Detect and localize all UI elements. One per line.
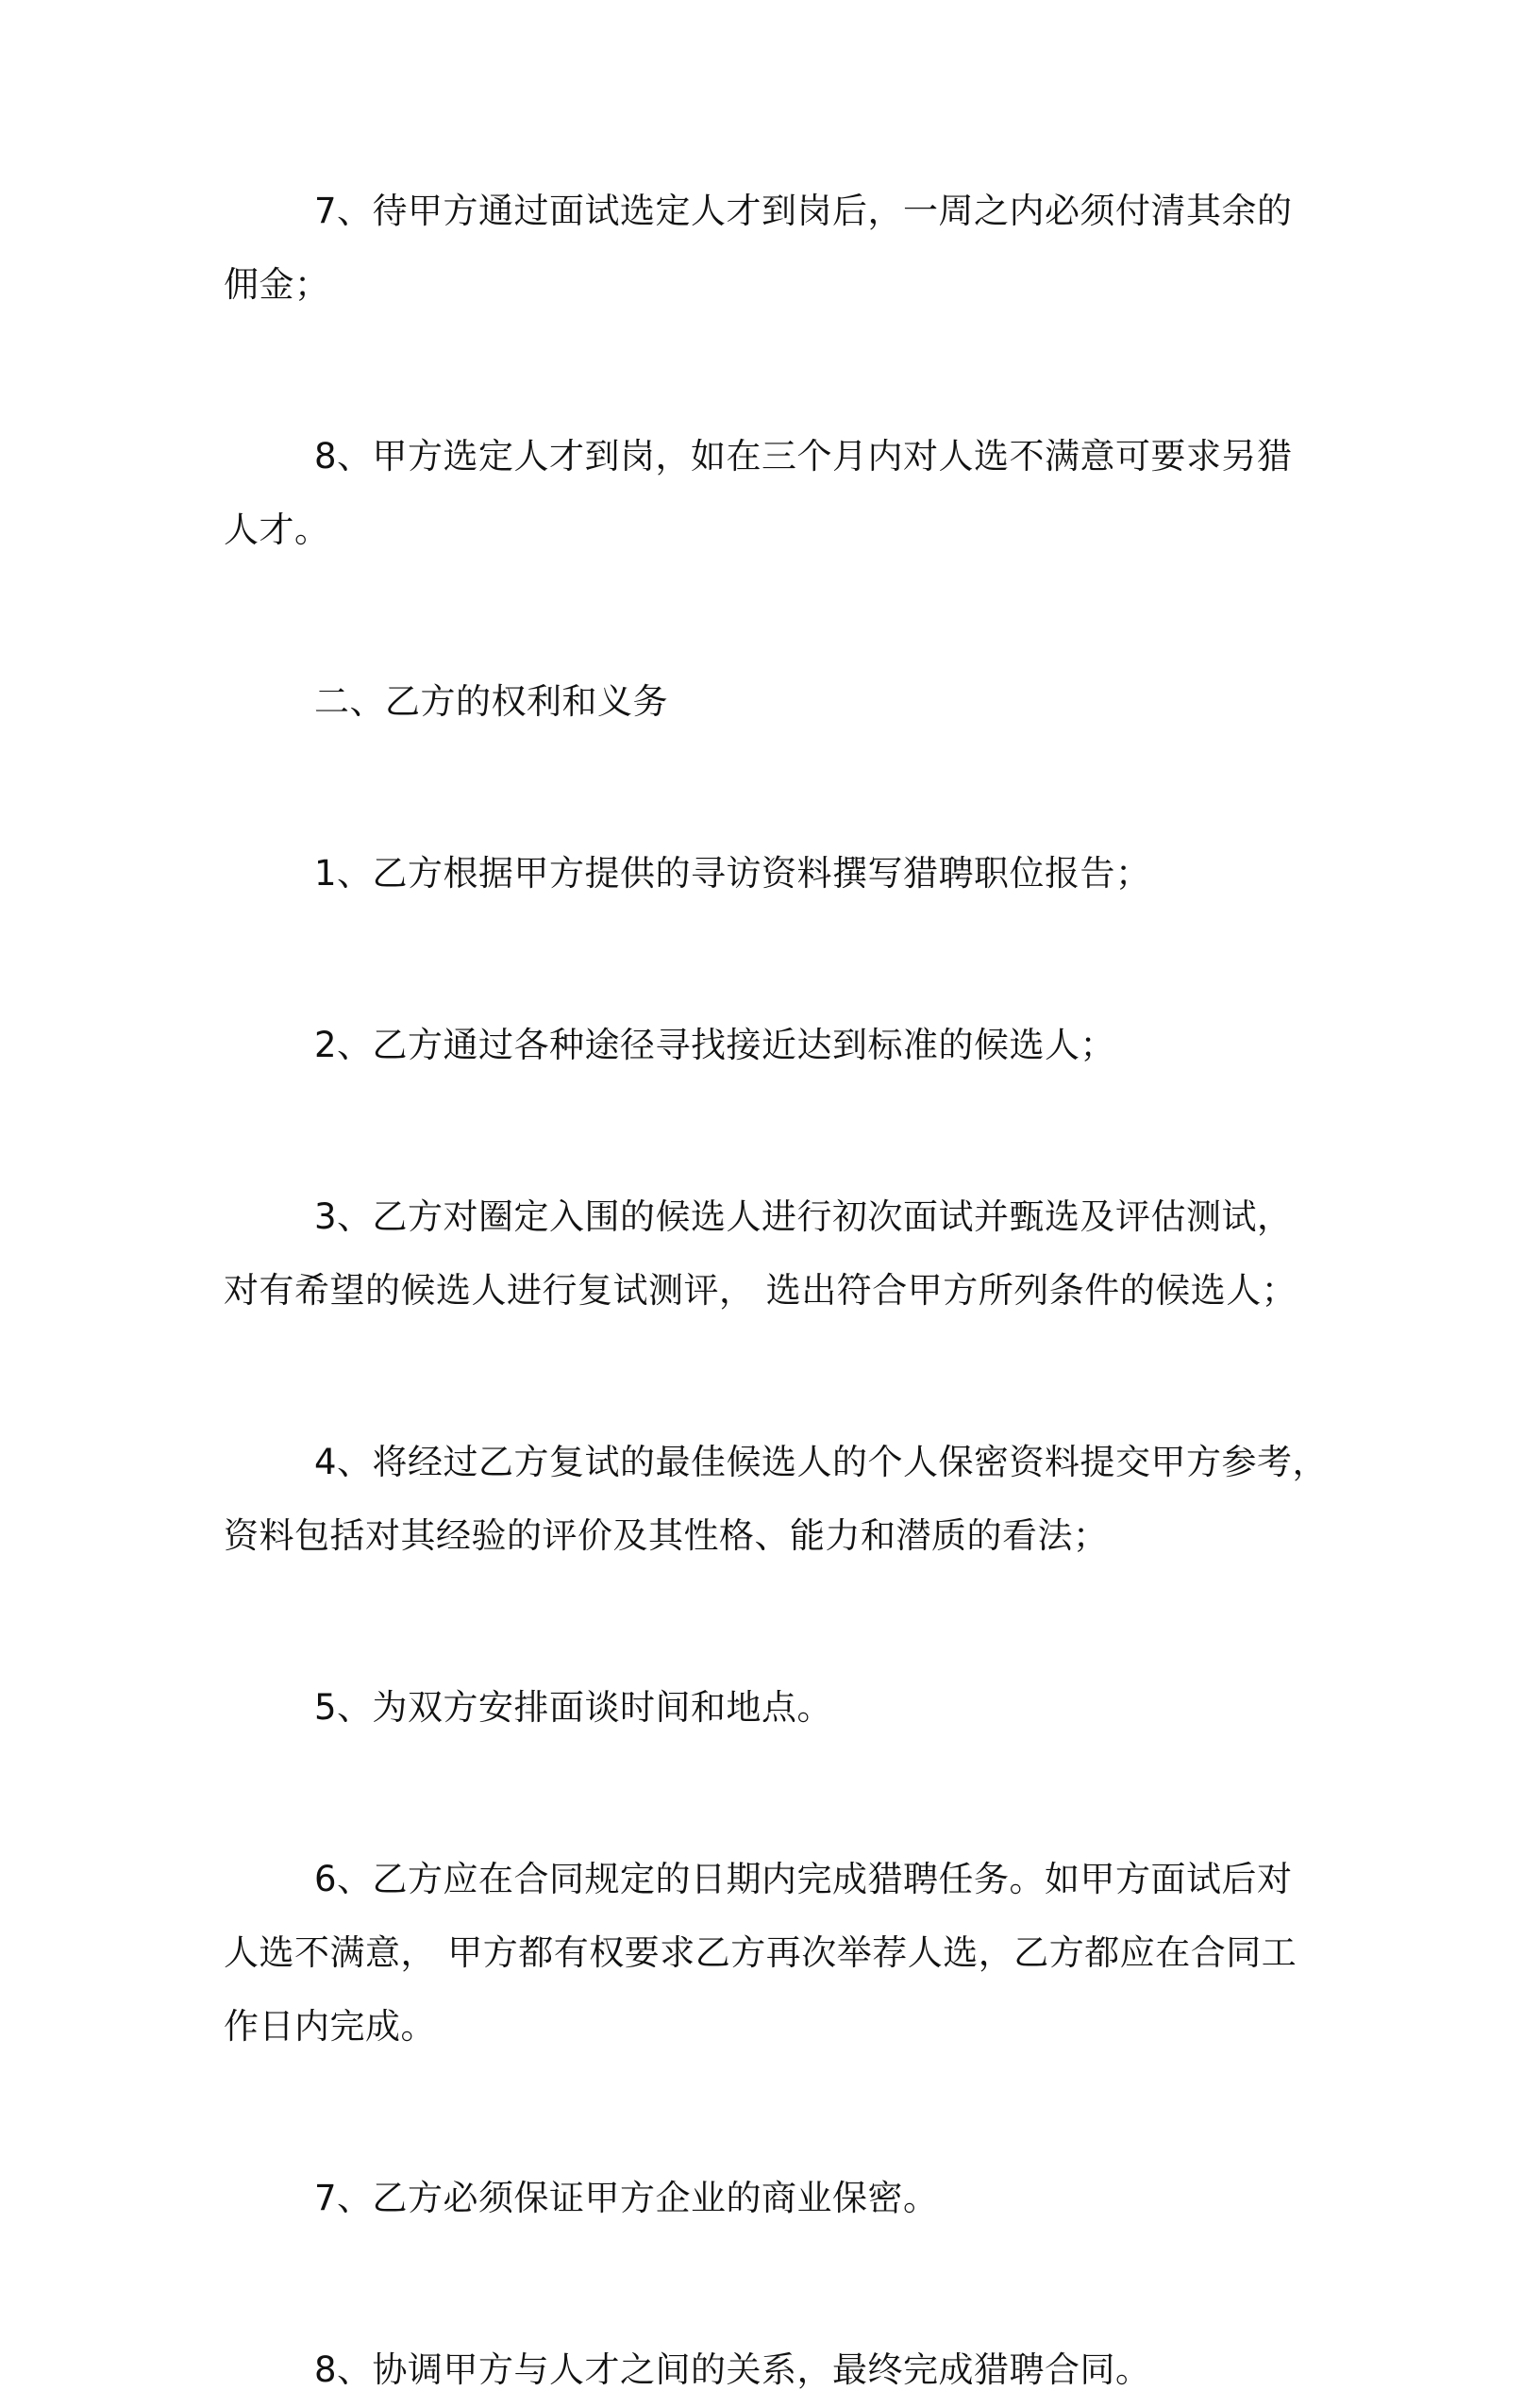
paragraph-line: 4、将经过乙方复试的最佳候选人的个人保密资料提交甲方参考， xyxy=(314,1442,1329,1482)
section-heading-party-b xyxy=(224,665,1309,739)
paragraph-party-b-2 xyxy=(224,1009,1309,1082)
paragraph-party-b-4 xyxy=(224,1426,1329,1573)
paragraph-line: 7、待甲方通过面试选定人才到岗后，一周之内必须付清其余的 xyxy=(314,191,1293,231)
paragraph-line: 对有希望的候选人进行复试测评， 选出符合甲方所列条件的候选人； xyxy=(224,1270,1297,1311)
paragraph-party-b-8 xyxy=(224,2333,1309,2407)
paragraph-line: 2、乙方通过各种途径寻找接近达到标准的候选人； xyxy=(314,1025,1116,1065)
paragraph-line: 资料包括对其经验的评价及其性格、能力和潜质的看法； xyxy=(224,1515,1109,1556)
paragraph-party-b-3 xyxy=(224,1180,1309,1328)
paragraph-line: 1、乙方根据甲方提供的寻访资料撰写猎聘职位报告； xyxy=(314,853,1151,894)
paragraph-spacer xyxy=(224,911,1309,1009)
paragraph-line: 作日内完成。 xyxy=(224,2006,436,2047)
paragraph-spacer xyxy=(224,1745,1309,1843)
paragraph-line: 3、乙方对圈定入围的候选人进行初次面试并甄选及评估测试， xyxy=(314,1196,1293,1237)
section-heading: 二、乙方的权利和义务 xyxy=(314,681,668,722)
paragraph-party-b-6 xyxy=(224,1843,1309,2064)
paragraph-line: 7、乙方必须保证甲方企业的商业保密。 xyxy=(314,2178,939,2218)
paragraph-spacer xyxy=(224,1573,1309,1671)
paragraph-spacer xyxy=(224,2235,1309,2333)
paragraph-party-b-5 xyxy=(224,1671,1309,1745)
paragraph-party-a-7 xyxy=(224,175,1309,322)
paragraph-spacer xyxy=(224,2064,1309,2162)
paragraph-line: 6、乙方应在合同规定的日期内完成猎聘任务。如甲方面试后对 xyxy=(314,1859,1293,1899)
paragraph-line: 人选不满意， 甲方都有权要求乙方再次举荐人选，乙方都应在合同工 xyxy=(224,1932,1297,1973)
paragraph-party-a-8 xyxy=(224,420,1309,567)
paragraph-spacer xyxy=(224,1082,1309,1180)
paragraph-spacer xyxy=(224,1328,1309,1426)
paragraph-spacer xyxy=(224,739,1309,837)
paragraph-spacer xyxy=(224,322,1309,420)
paragraph-line: 5、为双方安排面谈时间和地点。 xyxy=(314,1687,833,1728)
paragraph-line: 8、甲方选定人才到岗，如在三个月内对人选不满意可要求另猎 xyxy=(314,436,1293,476)
paragraph-line: 人才。 xyxy=(224,510,330,550)
document-body xyxy=(224,175,1329,2407)
paragraph-line: 8、协调甲方与人才之间的关系，最终完成猎聘合同。 xyxy=(314,2349,1151,2390)
paragraph-party-b-1 xyxy=(224,837,1309,911)
paragraph-spacer xyxy=(224,567,1309,665)
paragraph-party-b-7 xyxy=(224,2162,1309,2235)
paragraph-line: 佣金； xyxy=(224,264,330,305)
